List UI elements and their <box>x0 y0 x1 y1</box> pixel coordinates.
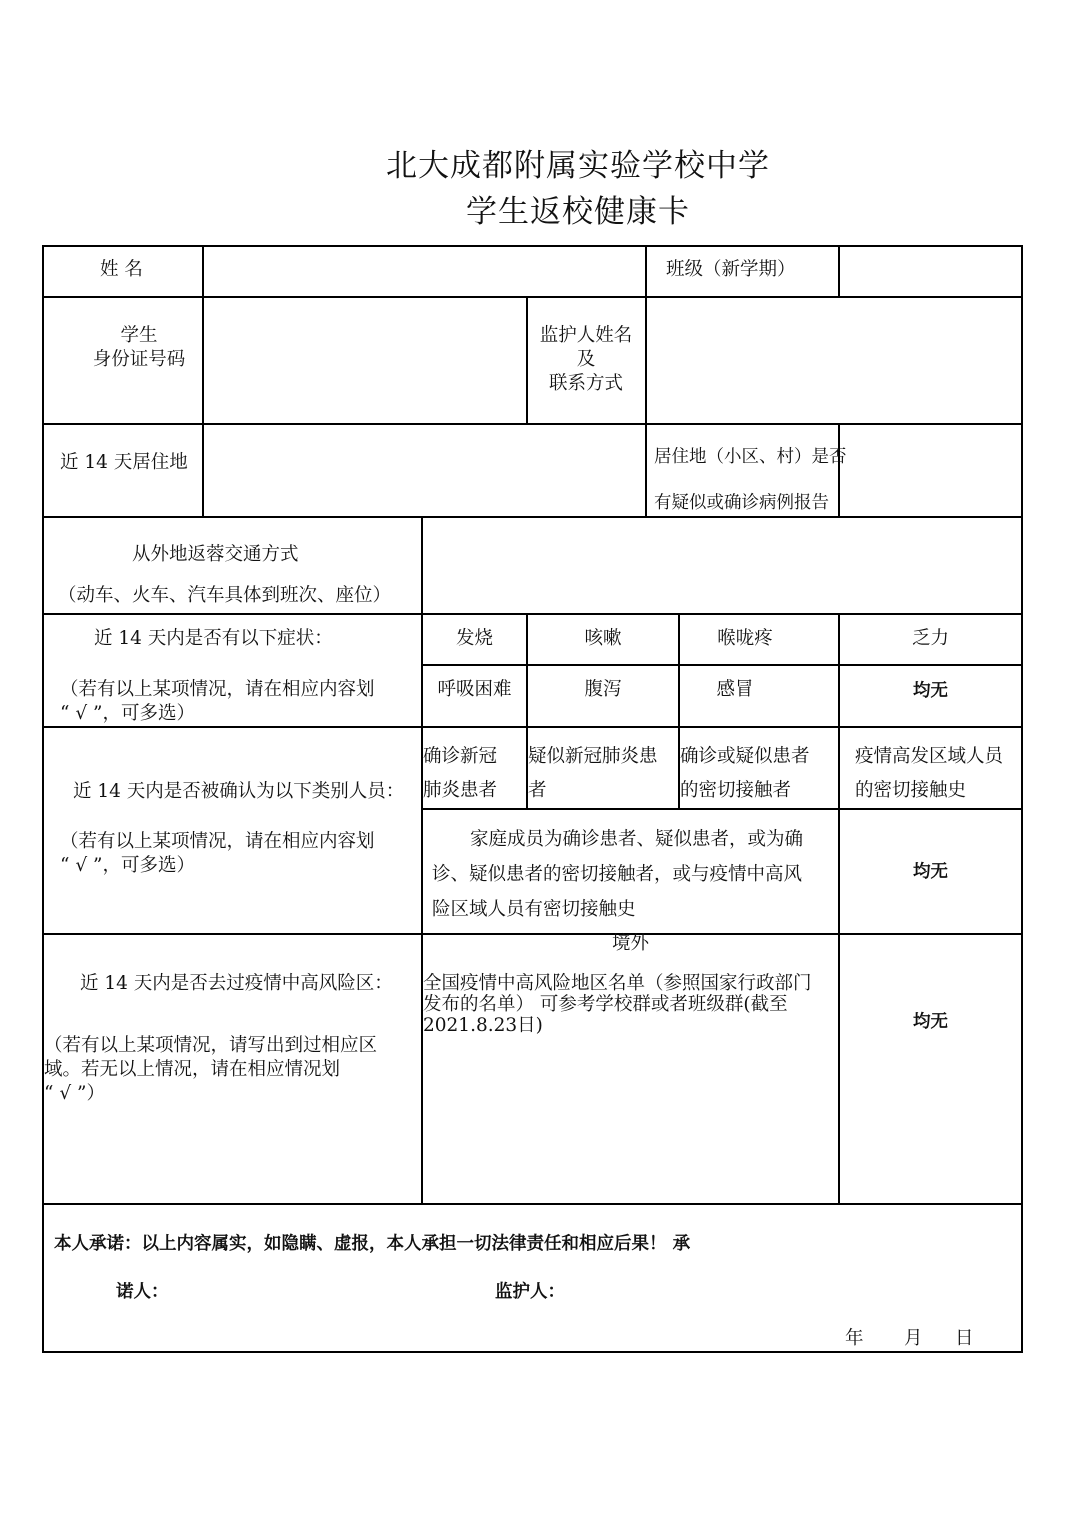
date-year: 年 <box>845 1328 864 1349</box>
symptoms-note <box>60 678 375 726</box>
risk-domestic-list[interactable] <box>423 973 812 1036</box>
symptom-sore-throat[interactable]: 喉咙疼 <box>717 628 773 649</box>
category-family[interactable] <box>432 822 803 927</box>
student-id-field[interactable] <box>210 302 520 418</box>
guardian-signature-label: 监护人： <box>495 1282 565 1302</box>
col-divider <box>645 296 647 424</box>
date-day: 日 <box>955 1328 974 1349</box>
case-report-question <box>654 434 847 526</box>
risk-note-line: 域。若无以上情况，请在相应情况划 <box>44 1059 341 1080</box>
case-report-question-line: 居住地（小区、村）是否 <box>654 447 847 467</box>
symptom-fatigue[interactable]: 乏力 <box>911 628 949 649</box>
symptom-breathing[interactable]: 呼吸困难 <box>437 679 512 700</box>
row-divider <box>42 296 1023 298</box>
category-high-risk-contact[interactable] <box>855 740 1003 808</box>
row-divider <box>421 664 1023 666</box>
category-question: 近 14 天内是否被确认为以下类别人员： <box>73 781 405 802</box>
risk-abroad[interactable]: 境外 <box>611 933 649 954</box>
school-title: 北大成都附属实验学校中学 <box>386 148 770 184</box>
student-id-label <box>44 324 234 372</box>
category-close-contact[interactable] <box>680 740 810 808</box>
risk-note-line: （若有以上某项情况，请写出到过相应区 <box>44 1035 378 1056</box>
category-confirmed[interactable] <box>423 740 497 808</box>
category-note-line: “ √ ”，可多选） <box>60 855 195 876</box>
transport-field[interactable] <box>428 522 1014 608</box>
risk-question: 近 14 天内是否去过疫情中高风险区： <box>80 973 393 994</box>
col-divider <box>421 516 423 1204</box>
guardian-label-line: 联系方式 <box>548 373 623 394</box>
class-field[interactable] <box>845 250 1015 292</box>
col-divider <box>202 245 204 517</box>
row-divider <box>42 516 1023 518</box>
category-none[interactable]: 均无 <box>913 862 948 882</box>
category-confirmed-line: 肺炎患者 <box>423 780 498 801</box>
col-divider <box>838 245 840 297</box>
risk-domestic-list-line: 发布的名单） 可参考学校群或者班级群(截至 <box>423 994 788 1015</box>
category-note <box>60 830 375 878</box>
student-id-label-line: 学生 <box>120 325 158 346</box>
symptoms-question: 近 14 天内是否有以下症状： <box>94 628 333 649</box>
card-title: 学生返校健康卡 <box>466 194 690 230</box>
row-divider <box>42 1203 1023 1205</box>
symptom-fever[interactable]: 发烧 <box>455 628 493 649</box>
symptoms-note-line: “ √ ”，可多选） <box>60 703 195 724</box>
category-family-line: 家庭成员为确诊患者、疑似患者，或为确 <box>470 829 804 850</box>
col-divider <box>645 423 647 517</box>
category-suspected[interactable] <box>528 740 658 808</box>
category-confirmed-line: 确诊新冠 <box>423 746 498 767</box>
guardian-label-line: 及 <box>576 349 596 370</box>
risk-none[interactable]: 均无 <box>913 1012 948 1032</box>
symptom-cough[interactable]: 咳嗽 <box>584 628 622 649</box>
category-suspected-line: 者 <box>528 780 547 801</box>
table-border-bottom <box>42 1351 1023 1353</box>
promiser-label: 诺人： <box>116 1282 169 1302</box>
class-label: 班级（新学期） <box>666 259 796 280</box>
symptom-diarrhea[interactable]: 腹泻 <box>584 679 622 700</box>
risk-note <box>44 1034 377 1106</box>
table-border-right <box>1021 245 1023 1352</box>
category-high-risk-contact-line: 疫情高发区域人员 <box>855 746 1004 767</box>
transport-label-2: （动车、火车、汽车具体到班次、座位） <box>58 585 392 606</box>
col-divider <box>645 245 647 297</box>
date-month: 月 <box>904 1328 923 1349</box>
row-divider <box>42 613 1023 615</box>
table-border-top <box>42 245 1023 247</box>
student-id-label-line: 身份证号码 <box>92 349 186 370</box>
category-close-contact-line: 确诊或疑似患者 <box>680 746 810 767</box>
table-border-left <box>42 245 44 1352</box>
guardian-field[interactable] <box>652 302 1014 418</box>
category-note-line: （若有以上某项情况，请在相应内容划 <box>60 831 375 852</box>
guardian-signature-field[interactable] <box>580 1276 880 1306</box>
name-field[interactable] <box>210 250 640 292</box>
symptom-cold[interactable]: 感冒 <box>716 679 754 700</box>
row-divider <box>421 808 1023 810</box>
category-high-risk-contact-line: 的密切接触史 <box>855 780 967 801</box>
category-family-line: 险区域人员有密切接触史 <box>432 899 636 920</box>
category-suspected-line: 疑似新冠肺炎患 <box>528 746 658 767</box>
risk-note-line: “ √ ”） <box>44 1083 105 1104</box>
guardian-label-line: 监护人姓名 <box>539 325 633 346</box>
category-family-line: 诊、疑似患者的密切接触者，或与疫情中高风 <box>432 864 803 885</box>
category-close-contact-line: 的密切接触者 <box>680 780 792 801</box>
case-report-question-line: 有疑似或确诊病例报告 <box>654 493 829 513</box>
row-divider <box>42 726 1023 728</box>
pledge-text: 本人承诺：以上内容属实，如隐瞒、虚报，本人承担一切法律责任和相应后果！ 承 <box>54 1234 691 1254</box>
risk-domestic-list-line: 全国疫情中高风险地区名单（参照国家行政部门 <box>423 973 812 994</box>
symptoms-none[interactable]: 均无 <box>913 681 948 701</box>
residence-label: 近 14 天居住地 <box>60 452 188 473</box>
risk-domestic-list-line: 2021.8.23日) <box>423 1015 543 1036</box>
row-divider <box>42 423 1023 425</box>
transport-label-1: 从外地返蓉交通方式 <box>132 544 299 565</box>
case-report-field[interactable] <box>845 429 1015 511</box>
name-label: 姓 名 <box>100 259 143 280</box>
symptoms-note-line: （若有以上某项情况，请在相应内容划 <box>60 679 375 700</box>
residence-field[interactable] <box>210 429 640 511</box>
promiser-signature-field[interactable] <box>180 1276 460 1306</box>
guardian-label <box>528 324 644 396</box>
